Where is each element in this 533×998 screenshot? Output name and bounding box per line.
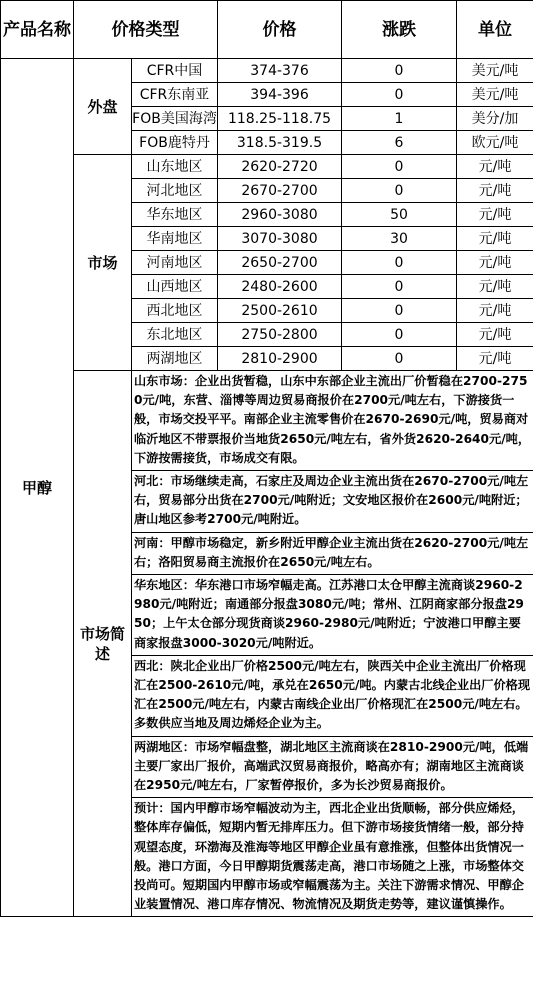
price-change: 30 <box>342 227 457 251</box>
price-unit: 元/吨 <box>457 323 533 347</box>
price-change: 0 <box>342 155 457 179</box>
price-type: 两湖地区 <box>132 347 218 371</box>
price-value: 2620-2720 <box>218 155 342 179</box>
price-type: FOB美国海湾 <box>132 107 218 131</box>
note-henan: 河南：甲醇市场稳定，新乡附近甲醇企业主流出货在2620-2700元/吨左右；洛阳贸易商主流报价在2650元/吨左右。 <box>132 532 533 574</box>
note-east-china: 华东地区：华东港口市场窄幅走高。江苏港口太仓甲醇主流商谈2960-2980元/吨附近；南通部分报盘3080元/吨；常州、江阴商家部分报盘2950；上午太仓部分现货商谈2960-2980元/吨附近；宁波港口甲醇主要商家报盘3000-3020元/吨附近。 <box>132 575 533 656</box>
group-market: 市场 <box>74 155 132 371</box>
price-value: 118.25-118.75 <box>218 107 342 131</box>
note-northwest: 西北：陕北企业出厂价格2500元/吨左右，陕西关中企业主流出厂价格现汇在2500-2610元/吨，承兑在2650元/吨。内蒙古北线企业出厂价格现汇在2500元/吨左右，内蒙古南线企业出厂价格现汇在2500元/吨左右。多数供应当地及周边烯烃企业为主。 <box>132 655 533 736</box>
price-value: 2750-2800 <box>218 323 342 347</box>
price-change: 0 <box>342 299 457 323</box>
price-unit: 元/吨 <box>457 227 533 251</box>
note-shandong: 山东市场：企业出货暂稳，山东中东部企业主流出厂价暂稳在2700-2750元/吨，东营、淄博等周边贸易商报价在2700元/吨左右，下游接货一般，市场交投平平。南部企业主流零售价在2670-2690元/吨，贸易商对临沂地区不带票报价当地货2650元/吨左右，省外货2620-2640元/吨，下游按需接货，市场成交有限。 <box>132 371 533 471</box>
header-product: 产品名称 <box>1 1 74 59</box>
price-change: 6 <box>342 131 457 155</box>
price-unit: 美元/吨 <box>457 59 533 83</box>
price-type: 河南地区 <box>132 251 218 275</box>
price-type: 东北地区 <box>132 323 218 347</box>
note-hebei: 河北：市场继续走高，石家庄及周边企业主流出货在2670-2700元/吨左右，贸易部分出货在2700元/吨附近；文安地区报价在2600元/吨附近；唐山地区参考2700元/吨附近。 <box>132 471 533 533</box>
price-type: CFR东南亚 <box>132 83 218 107</box>
price-value: 2500-2610 <box>218 299 342 323</box>
price-unit: 元/吨 <box>457 155 533 179</box>
price-type: 山东地区 <box>132 155 218 179</box>
price-change: 0 <box>342 251 457 275</box>
price-unit: 美元/吨 <box>457 83 533 107</box>
header-unit: 单位 <box>457 1 533 59</box>
price-unit: 欧元/吨 <box>457 131 533 155</box>
price-change: 0 <box>342 179 457 203</box>
price-unit: 元/吨 <box>457 275 533 299</box>
price-value: 318.5-319.5 <box>218 131 342 155</box>
group-brief: 市场简述 <box>74 371 132 917</box>
price-value: 2650-2700 <box>218 251 342 275</box>
header-row <box>1 1 533 59</box>
price-unit: 元/吨 <box>457 299 533 323</box>
header-change: 涨跌 <box>342 1 457 59</box>
price-unit: 元/吨 <box>457 251 533 275</box>
price-type: 西北地区 <box>132 299 218 323</box>
price-value: 374-376 <box>218 59 342 83</box>
price-change: 0 <box>342 347 457 371</box>
price-change: 0 <box>342 275 457 299</box>
header-type: 价格类型 <box>74 1 218 59</box>
price-value: 394-396 <box>218 83 342 107</box>
price-type: FOB鹿特丹 <box>132 131 218 155</box>
price-unit: 元/吨 <box>457 203 533 227</box>
price-change: 0 <box>342 59 457 83</box>
price-type: 华南地区 <box>132 227 218 251</box>
price-unit: 元/吨 <box>457 179 533 203</box>
note-lianghu: 两湖地区：市场窄幅盘整，湖北地区主流商谈在2810-2900元/吨，低端主要厂家出厂报价，高端武汉贸易商报价，略高亦有；湖南地区主流商谈在2950元/吨左右，厂家暂停报价，多为长沙贸易商报价。 <box>132 736 533 798</box>
price-change: 1 <box>342 107 457 131</box>
price-type: 河北地区 <box>132 179 218 203</box>
price-type: 华东地区 <box>132 203 218 227</box>
price-change: 0 <box>342 323 457 347</box>
note-forecast: 预计：国内甲醇市场窄幅波动为主，西北企业出货顺畅，部分供应烯烃，整体库存偏低，短期内暂无排库压力。但下游市场接货情绪一般，部分持观望态度，环渤海及淮海等地区甲醇企业虽有意推涨，但整体出货情况一般。港口方面，今日甲醇期货震荡走高，港口市场随之上涨，市场整体交投尚可。短期国内甲醇市场或窄幅震荡为主。关注下游需求情况、甲醇企业装置情况、港口库存情况、物流情况及期货走势等，建议谨慎操作。 <box>132 798 533 917</box>
price-type: CFR中国 <box>132 59 218 83</box>
group-foreign: 外盘 <box>74 59 132 155</box>
price-value: 2960-3080 <box>218 203 342 227</box>
price-type: 山西地区 <box>132 275 218 299</box>
price-value: 3070-3080 <box>218 227 342 251</box>
price-change: 50 <box>342 203 457 227</box>
foreign-row <box>1 59 533 83</box>
price-change: 0 <box>342 83 457 107</box>
header-price: 价格 <box>218 1 342 59</box>
price-value: 2670-2700 <box>218 179 342 203</box>
price-value: 2810-2900 <box>218 347 342 371</box>
price-value: 2480-2600 <box>218 275 342 299</box>
product-name: 甲醇 <box>1 59 74 917</box>
price-unit: 元/吨 <box>457 347 533 371</box>
price-unit: 美分/加 <box>457 107 533 131</box>
brief-row <box>1 371 533 471</box>
market-row <box>1 155 533 179</box>
